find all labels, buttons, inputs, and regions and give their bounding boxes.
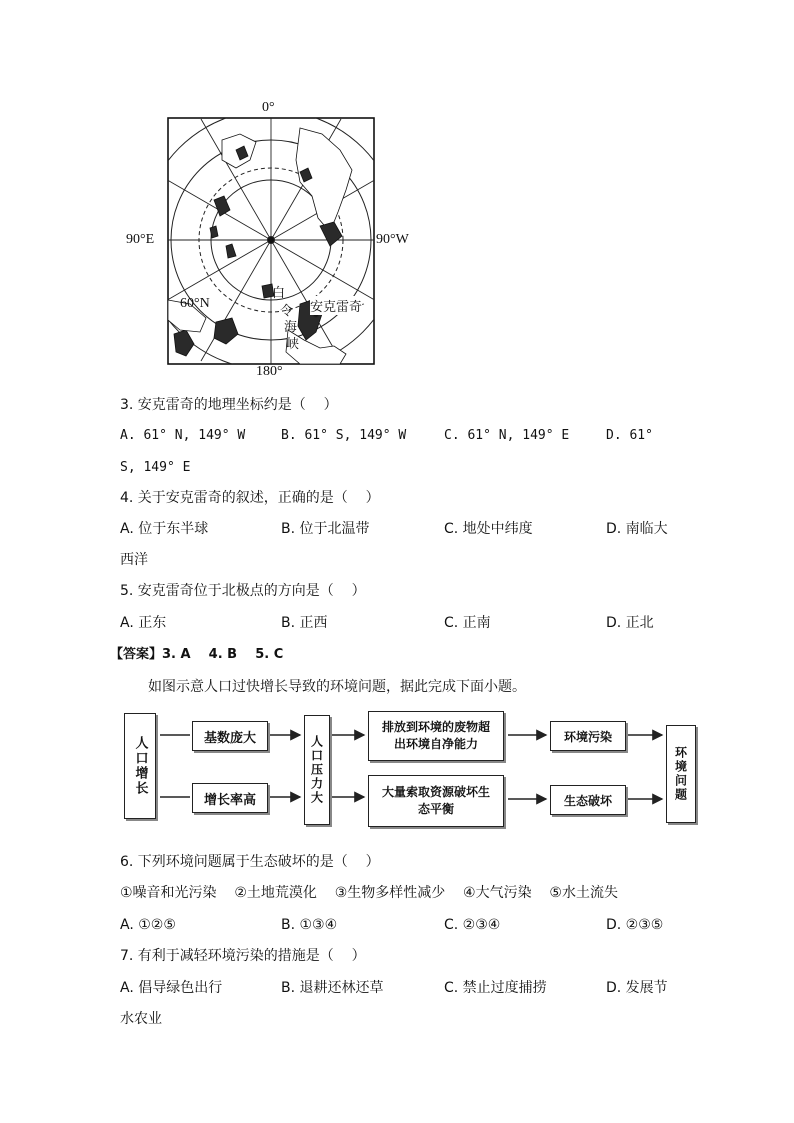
flow-waste-exceeds-capacity: 排放到环境的废物超出环境自净能力: [368, 711, 504, 761]
q7-option-d: D. 发展节: [606, 980, 668, 996]
q4-option-c: C. 地处中纬度: [444, 521, 533, 537]
flow-resource-exploitation: 大量索取资源破坏生态平衡: [368, 775, 504, 827]
map-label-90w: 90°W: [376, 232, 409, 247]
flowchart-intro: 如图示意人口过快增长导致的环境问题，据此完成下面小题。: [148, 679, 526, 695]
flow-population-growth: 人口增长: [124, 713, 156, 819]
polar-map: [0, 0, 794, 390]
q7-option-a: A. 倡导绿色出行: [120, 980, 223, 996]
q5-option-d: D. 正北: [606, 615, 654, 631]
q4-option-d-cont: 西洋: [120, 552, 148, 568]
map-label-bering-4: 峡: [286, 336, 300, 351]
map-label-90e: 90°E: [126, 232, 155, 247]
polar-map-graphic: [0, 0, 794, 390]
q3-stem: 3. 安克雷奇的地理坐标约是（ ）: [120, 397, 338, 413]
q4-stem: 4. 关于安克雷奇的叙述，正确的是（ ）: [120, 490, 380, 506]
q5-option-b: B. 正西: [281, 615, 328, 631]
q5-stem: 5. 安克雷奇位于北极点的方向是（ ）: [120, 583, 366, 599]
q5-option-c: C. 正南: [444, 615, 491, 631]
q7-option-d-cont: 水农业: [120, 1011, 162, 1027]
q3-option-d: D. 61°: [606, 428, 653, 443]
q6-stem: 6. 下列环境问题属于生态破坏的是（ ）: [120, 854, 380, 870]
q4-option-b: B. 位于北温带: [281, 521, 370, 537]
q3-option-b: B. 61° S, 149° W: [281, 428, 407, 443]
flow-ecological-damage: 生态破坏: [550, 785, 626, 815]
flow-environmental-pollution: 环境污染: [550, 721, 626, 751]
map-label-60n: 60°N: [180, 296, 210, 311]
map-label-0-degree: 0°: [262, 100, 275, 115]
q7-option-b: B. 退耕还林还草: [281, 980, 384, 996]
map-label-anchorage: 安克雷奇: [310, 296, 362, 315]
q6-option-a: A. ①②⑤: [120, 917, 176, 933]
q3-option-a: A. 61° N, 149° W: [120, 428, 246, 443]
flow-high-growth-rate: 增长率高: [192, 783, 268, 813]
map-label-bering-3: 海: [284, 319, 298, 334]
q6-statements: ①噪音和光污染 ②土地荒漠化 ③生物多样性减少 ④大气污染 ⑤水土流失: [120, 885, 618, 901]
flow-large-base: 基数庞大: [192, 721, 268, 751]
q4-option-d: D. 南临大: [606, 521, 668, 537]
q3-option-d-cont: S, 149° E: [120, 460, 191, 475]
q6-option-c: C. ②③④: [444, 917, 501, 933]
q4-option-a: A. 位于东半球: [120, 521, 209, 537]
answer-key-3-5: 【答案】3. A 4. B 5. C: [110, 647, 284, 662]
q6-option-b: B. ①③④: [281, 917, 338, 933]
flow-environmental-problem: 环境问题: [666, 725, 696, 823]
q7-option-c: C. 禁止过度捕捞: [444, 980, 547, 996]
q6-option-d: D. ②③⑤: [606, 917, 664, 933]
map-label-180: 180°: [256, 364, 283, 379]
q5-option-a: A. 正东: [120, 615, 167, 631]
flow-population-pressure: 人口压力大: [304, 715, 330, 825]
map-label-bering-1: 白: [272, 285, 286, 300]
flowchart: [120, 705, 700, 845]
q3-option-c: C. 61° N, 149° E: [444, 428, 570, 443]
map-label-bering-2: 令: [280, 303, 294, 318]
q7-stem: 7. 有利于减轻环境污染的措施是（ ）: [120, 948, 366, 964]
